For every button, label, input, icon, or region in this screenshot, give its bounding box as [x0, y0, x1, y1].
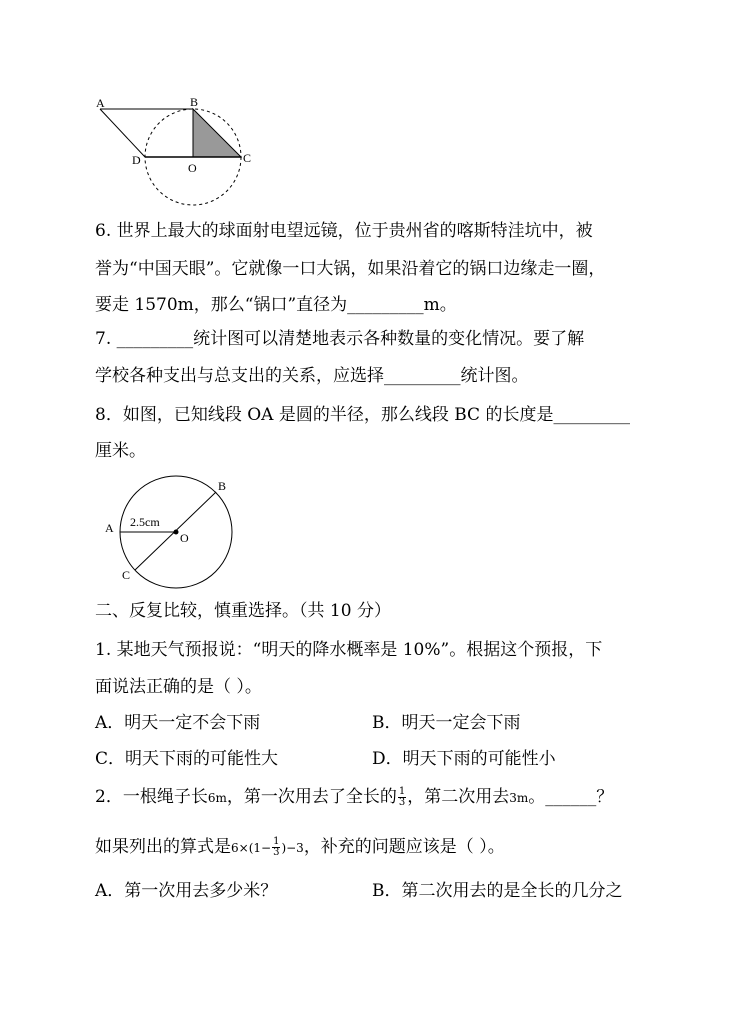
center-dot	[174, 530, 179, 535]
fraction-numerator: 1	[398, 786, 406, 797]
fraction-one-third	[398, 787, 406, 808]
s2q1-option-d: D．明天下雨的可能性小	[372, 749, 556, 769]
q8-line1: 8．如图，已知线段 OA 是圆的半径，那么线段 BC 的长度是_________	[95, 405, 630, 425]
q6-line1: 6. 世界上最大的球面射电望远镜，位于贵州省的喀斯特洼坑中，被	[95, 221, 593, 241]
q6-line2: 誉为“中国天眼”。它就像一口大锅，如果沿着它的锅口边缘走一圈，	[95, 259, 606, 279]
s2q2-text-f: 。______？	[528, 787, 614, 807]
expression-numerator: 1	[273, 836, 280, 847]
section2-title: 二、反复比较，慎重选择。（共 10 分）	[95, 601, 391, 621]
s2q2-text-d: ，第二次用去	[407, 787, 510, 807]
label-c: C	[243, 151, 252, 165]
s2q2-text-l2a: 如果列出的算式是	[95, 837, 231, 857]
figure-circle-radius	[98, 474, 243, 589]
q7-line2: 学校各种支出与总支出的关系，应选择_________统计图。	[95, 366, 529, 386]
shaded-triangle	[193, 109, 241, 157]
s2q2-text-a: 2．一根绳子长	[95, 787, 208, 807]
s2q1-line1: 1. 某地天气预报说：“明天的降水概率是 10%”。根据这个预报，下	[95, 640, 603, 660]
expression-fraction	[272, 837, 280, 858]
s2q2-length: 6m	[207, 791, 227, 805]
label-a: A	[105, 521, 114, 535]
expression-part-a: 6×(1−	[231, 841, 272, 855]
figure-circle-trapezoid	[90, 90, 260, 215]
s2q1-line2: 面说法正确的是（ ）。	[95, 677, 262, 697]
label-a: A	[96, 96, 105, 110]
q8-line2: 厘米。	[95, 441, 146, 461]
label-c: C	[122, 568, 131, 582]
segment-ad	[100, 109, 145, 157]
s2q1-option-a: A．明天一定不会下雨	[95, 713, 261, 733]
s2q2-option-a: A．第一次用去多少米？	[95, 881, 278, 901]
s2q2-line2	[95, 836, 505, 859]
q6-line3: 要走 1570m，那么“锅口”直径为_________m。	[95, 295, 457, 315]
label-radius: 2.5cm	[130, 515, 160, 529]
s2q2-option-b: B．第二次用去的是全长的几分之	[372, 881, 623, 901]
label-b: B	[218, 479, 227, 493]
s2q2-second-use: 3m	[509, 791, 529, 805]
s2q2-text-c: ，第一次用去了全长的	[226, 787, 397, 807]
s2q1-option-c: C．明天下雨的可能性大	[95, 749, 279, 769]
expression-part-b: )−3	[281, 841, 304, 855]
fraction-denominator: 3	[398, 797, 406, 808]
label-d: D	[132, 153, 141, 167]
label-b: B	[190, 95, 199, 109]
q7-line1: 7. _________统计图可以清楚地表示各种数量的变化情况。要了解	[95, 329, 585, 349]
s2q1-option-b: B．明天一定会下雨	[372, 713, 521, 733]
label-o: O	[188, 161, 197, 175]
s2q2-text-l2b: ，补充的问题应该是（ ）。	[303, 837, 505, 857]
expression-denominator: 3	[273, 847, 280, 858]
s2q2-line1	[95, 786, 613, 809]
label-o: O	[180, 531, 189, 545]
